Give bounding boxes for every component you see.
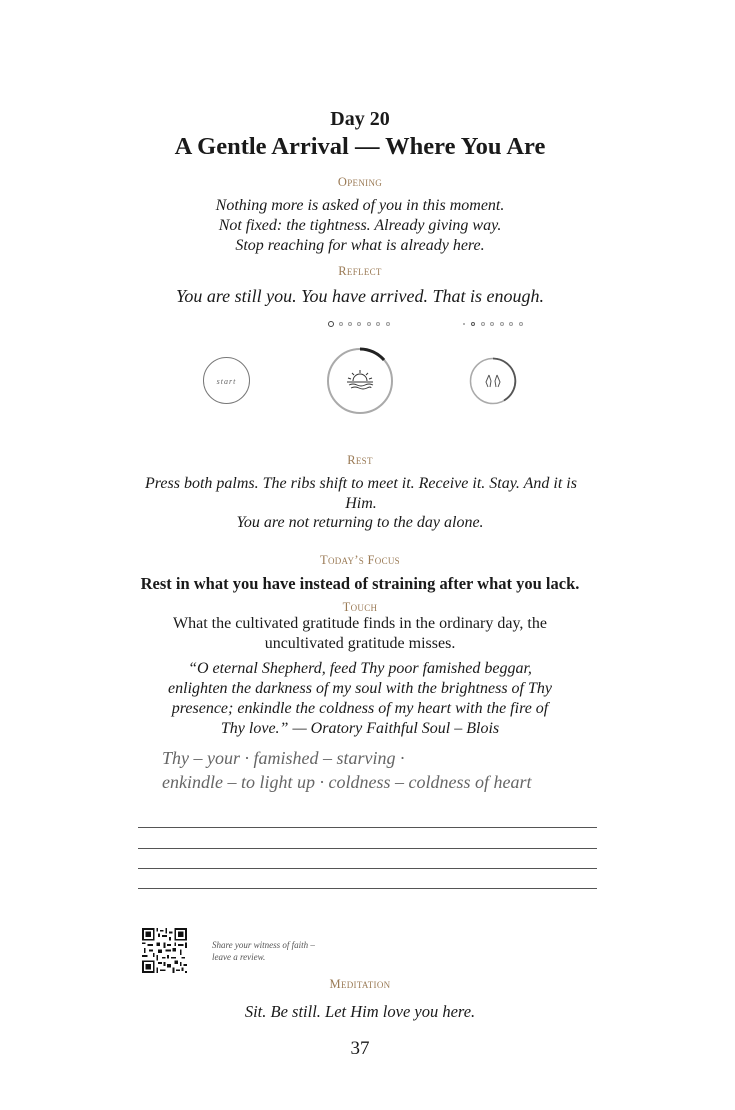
prayer-ring-button[interactable] [468, 356, 518, 406]
opening-label: Opening [337, 175, 383, 189]
page-number: 37 [350, 1038, 370, 1059]
opening-line: Stop reaching for what is already here. [235, 237, 485, 254]
opening-line: Not fixed: the tightness. Already giving way. [218, 217, 502, 234]
opening-text [0, 196, 720, 256]
day-heading: Day 20 [330, 108, 390, 130]
quote-text: “O eternal Shepherd, feed Thy poor famished beggar, enlighten the darkness of my soul with the brightness of Thy presence; enkindle the coldness of my heart with the fire of Thy love.” — Oratory Faithful Soul – Blois [168, 660, 552, 737]
progress-dot [386, 322, 390, 326]
reflect-label: Reflect [338, 264, 382, 278]
progress-dot-active [328, 321, 334, 327]
progress-dot [348, 322, 352, 326]
progress-dot [500, 322, 504, 326]
progress-dot [490, 322, 494, 326]
gloss-line: enkindle – to light up · coldness – coldness of heart [162, 772, 532, 792]
progress-dot [509, 322, 513, 326]
touch-label: Touch [342, 600, 378, 614]
page-title: A Gentle Arrival — Where You Are [174, 133, 546, 160]
writing-line[interactable] [138, 827, 597, 828]
rest-label: Rest [347, 453, 373, 467]
review-prompt-line: Share your witness of faith – [212, 940, 315, 950]
progress-dot-active [471, 322, 475, 326]
rest-text-closing: You are not returning to the day alone. [236, 514, 484, 531]
meditation-label: Meditation [329, 977, 391, 991]
start-label: start [216, 377, 237, 386]
writing-line[interactable] [138, 848, 597, 849]
focus-label: Today’s Focus [320, 553, 400, 567]
progress-dot [481, 322, 485, 326]
opening-line: Nothing more is asked of you in this moment. [215, 197, 505, 214]
review-prompt [212, 939, 315, 963]
progress-dot [376, 322, 380, 326]
review-prompt-line: leave a review. [212, 952, 266, 962]
start-button[interactable] [203, 357, 250, 404]
meditation-text: Sit. Be still. Let Him love you here. [244, 1002, 476, 1021]
writing-line[interactable] [138, 868, 597, 869]
progress-dot [519, 322, 523, 326]
touch-text: What the cultivated gratitude finds in the ordinary day, the uncultivated gratitude misses. [173, 615, 547, 652]
writing-line[interactable] [138, 888, 597, 889]
meditation-ring-button[interactable] [325, 346, 395, 416]
progress-dot [357, 322, 361, 326]
progress-dot [463, 323, 465, 325]
praying-hands-icon [483, 373, 503, 389]
word-gloss [162, 746, 531, 794]
progress-dot [339, 322, 343, 326]
reflect-text: You are still you. You have arrived. That is enough. [175, 286, 544, 306]
gloss-line: Thy – your · famished – starving · [162, 748, 405, 768]
focus-text: Rest in what you have instead of straining after what you lack. [140, 574, 580, 593]
qr-code-icon[interactable] [142, 928, 187, 973]
sunrise-icon [345, 369, 375, 391]
rest-text: Press both palms. The ribs shift to meet it. Receive it. Stay. And it is Him. [145, 475, 577, 512]
progress-dot [367, 322, 371, 326]
